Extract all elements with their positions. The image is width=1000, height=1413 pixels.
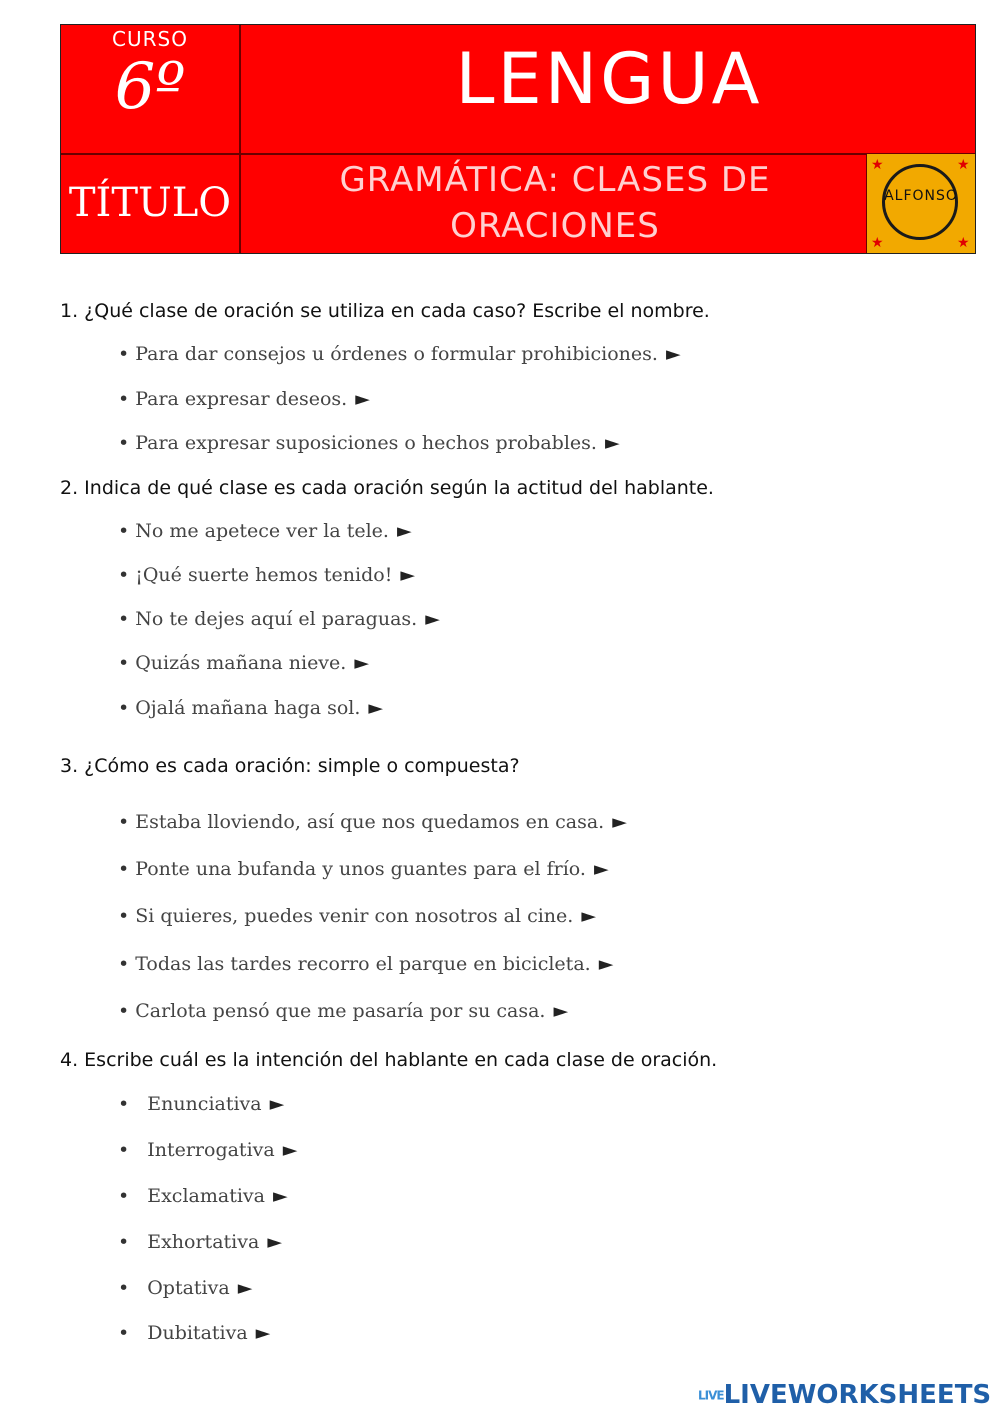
subject-title: LENGUA	[455, 38, 763, 120]
bullet-icon: •	[118, 388, 130, 410]
arrow-right-icon: ►	[396, 520, 412, 542]
question-4-title: 4. Escribe cuál es la intención del hablante en cada clase de oración.	[60, 1049, 718, 1071]
list-item: • Exhortativa ►	[118, 1231, 282, 1253]
arrow-right-icon: ►	[237, 1277, 253, 1299]
arrow-right-icon: ►	[665, 343, 681, 365]
worksheet-topic	[241, 157, 869, 249]
title-label: TÍTULO	[68, 180, 232, 226]
list-item: • Interrogativa ►	[118, 1139, 298, 1161]
list-item: • Para expresar deseos. ►	[118, 388, 370, 410]
bullet-icon: •	[118, 905, 130, 927]
bullet-icon: •	[118, 1093, 130, 1115]
list-item: • Carlota pensó que me pasaría por su casa. ►	[118, 1000, 569, 1022]
list-item: • Ponte una bufanda y unos guantes para el frío. ►	[118, 858, 609, 880]
list-item: • No me apetece ver la tele. ►	[118, 520, 412, 542]
bullet-icon: •	[118, 343, 130, 365]
bullet-icon: •	[118, 1277, 130, 1299]
arrow-right-icon: ►	[425, 608, 440, 630]
list-item: • Para dar consejos u órdenes o formular prohibiciones. ►	[118, 343, 681, 365]
bullet-icon: •	[118, 520, 130, 542]
list-item: • Dubitativa ►	[118, 1322, 271, 1344]
bullet-icon: •	[118, 1185, 130, 1207]
bullet-icon: •	[118, 432, 130, 454]
list-item: • Si quieres, puedes venir con nosotros al cine. ►	[118, 905, 596, 927]
header-divider-horizontal	[61, 153, 975, 155]
bullet-icon: •	[118, 858, 130, 880]
list-item: • Para expresar suposiciones o hechos probables. ►	[118, 432, 620, 454]
list-item: • Estaba lloviendo, así que nos quedamos en casa. ►	[118, 811, 627, 833]
arrow-right-icon: ►	[269, 1093, 285, 1115]
arrow-right-icon: ►	[267, 1231, 282, 1253]
arrow-right-icon: ►	[255, 1322, 271, 1344]
bullet-icon: •	[118, 697, 130, 719]
arrow-right-icon: ►	[368, 697, 383, 719]
star-icon: ★	[871, 157, 884, 173]
list-item: • Optativa ►	[118, 1277, 253, 1299]
arrow-right-icon: ►	[604, 432, 620, 454]
bullet-icon: •	[118, 1139, 130, 1161]
arrow-right-icon: ►	[272, 1185, 288, 1207]
bullet-icon: •	[118, 652, 130, 674]
star-icon: ★	[957, 235, 970, 251]
arrow-right-icon: ►	[593, 858, 609, 880]
list-item: • ¡Qué suerte hemos tenido! ►	[118, 564, 415, 586]
question-2-title: 2. Indica de qué clase es cada oración según la actitud del hablante.	[60, 477, 714, 499]
arrow-right-icon: ►	[354, 652, 369, 674]
worksheet-header	[60, 24, 976, 254]
bullet-icon: •	[118, 608, 130, 630]
arrow-right-icon: ►	[553, 1000, 569, 1022]
bullet-icon: •	[118, 1322, 130, 1344]
bullet-icon: •	[118, 564, 130, 586]
topic-line-1: GRAMÁTICA: CLASES DE	[339, 160, 771, 200]
arrow-right-icon: ►	[400, 564, 415, 586]
bullet-icon: •	[118, 953, 130, 975]
list-item: • Todas las tardes recorro el parque en bicicleta. ►	[118, 953, 614, 975]
star-icon: ★	[871, 235, 884, 251]
list-item: • Ojalá mañana haga sol. ►	[118, 697, 383, 719]
list-item: • Quizás mañana nieve. ►	[118, 652, 369, 674]
topic-line-2: ORACIONES	[450, 206, 660, 246]
arrow-right-icon: ►	[355, 388, 370, 410]
logo-text: ALFONSO	[884, 188, 958, 204]
list-item: • Enunciativa ►	[118, 1093, 285, 1115]
bullet-icon: •	[118, 811, 130, 833]
question-1-title: 1. ¿Qué clase de oración se utiliza en cada caso? Escribe el nombre.	[60, 300, 710, 322]
course-value: 6º	[114, 50, 186, 124]
star-icon: ★	[957, 157, 970, 173]
list-item: • No te dejes aquí el paraguas. ►	[118, 608, 440, 630]
course-label: CURSO	[112, 27, 188, 51]
liveworksheets-logo[interactable]	[698, 1380, 991, 1410]
bullet-icon: •	[118, 1231, 130, 1253]
brand-name: LIVEWORKSHEETS	[723, 1380, 992, 1410]
question-3-title: 3. ¿Cómo es cada oración: simple o compuesta?	[60, 755, 520, 777]
brand-icon: LIVE	[698, 1388, 724, 1403]
arrow-right-icon: ►	[581, 905, 596, 927]
arrow-right-icon: ►	[612, 811, 627, 833]
arrow-right-icon: ►	[598, 953, 614, 975]
arrow-right-icon: ►	[282, 1139, 298, 1161]
list-item: • Exclamativa ►	[118, 1185, 288, 1207]
bullet-icon: •	[118, 1000, 130, 1022]
school-logo	[867, 154, 975, 253]
